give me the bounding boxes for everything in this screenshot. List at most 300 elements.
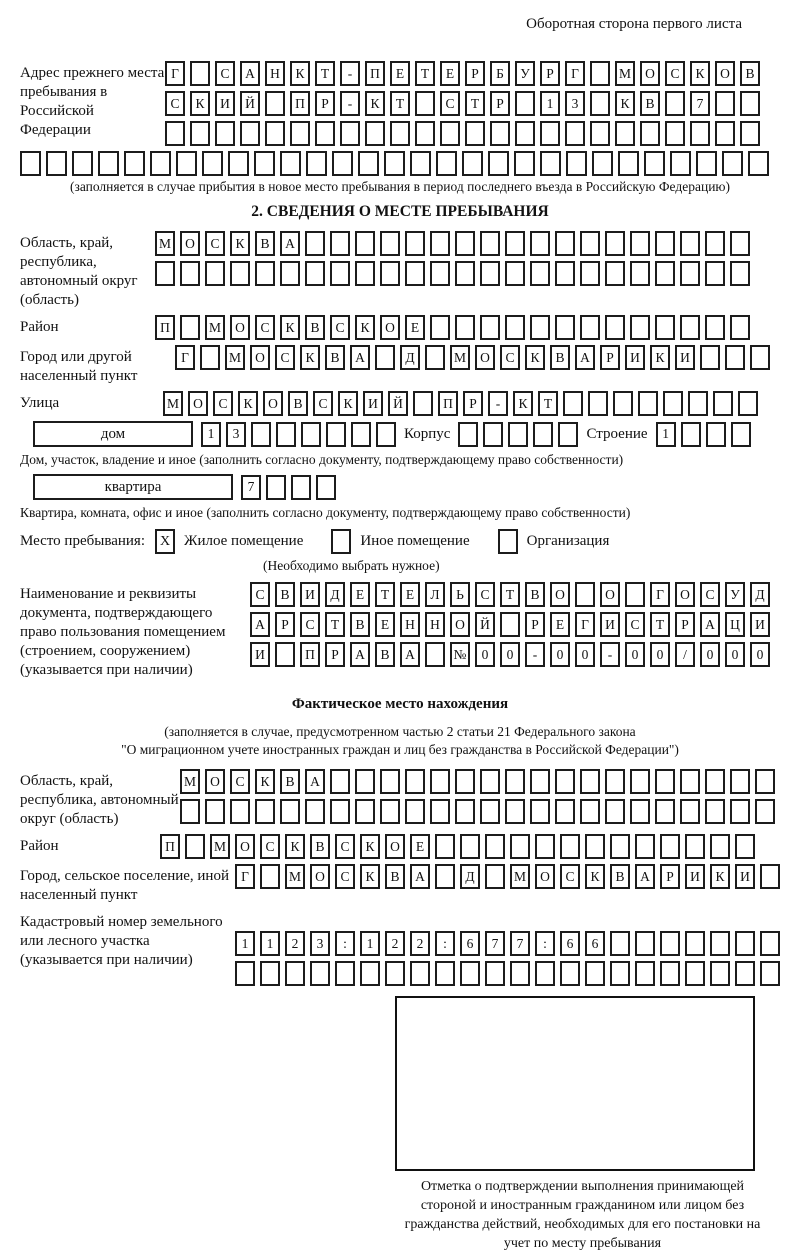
char-cell[interactable] [644, 151, 665, 176]
char-cell[interactable] [165, 121, 185, 146]
char-cell[interactable]: 1 [656, 422, 676, 447]
char-cell[interactable] [462, 151, 483, 176]
char-cell[interactable] [540, 151, 561, 176]
char-cell[interactable]: С [205, 231, 225, 256]
char-cell[interactable] [566, 151, 587, 176]
char-cell[interactable] [530, 231, 550, 256]
char-cell[interactable] [180, 799, 200, 824]
char-cell[interactable] [290, 121, 310, 146]
char-cell[interactable] [505, 261, 525, 286]
char-cell[interactable] [280, 151, 301, 176]
char-cell[interactable] [240, 121, 260, 146]
char-cell[interactable] [251, 422, 271, 447]
char-cell[interactable] [265, 91, 285, 116]
char-cell[interactable] [180, 315, 200, 340]
char-cell[interactable] [610, 931, 630, 956]
char-cell[interactable]: 3 [310, 931, 330, 956]
char-cell[interactable]: С [700, 582, 720, 607]
char-cell[interactable] [735, 834, 755, 859]
char-cell[interactable]: Р [525, 612, 545, 637]
char-cell[interactable] [254, 151, 275, 176]
char-cell[interactable]: 2 [385, 931, 405, 956]
char-cell[interactable]: С [560, 864, 580, 889]
char-cell[interactable]: Н [265, 61, 285, 86]
char-cell[interactable] [655, 769, 675, 794]
char-cell[interactable] [155, 261, 175, 286]
char-cell[interactable] [514, 151, 535, 176]
char-cell[interactable]: Е [400, 582, 420, 607]
char-cell[interactable]: Е [550, 612, 570, 637]
char-cell[interactable]: А [410, 864, 430, 889]
char-cell[interactable] [505, 799, 525, 824]
char-cell[interactable] [280, 261, 300, 286]
char-cell[interactable] [700, 345, 720, 370]
char-cell[interactable] [430, 261, 450, 286]
char-cell[interactable]: 7 [690, 91, 710, 116]
char-cell[interactable] [655, 799, 675, 824]
char-cell[interactable] [488, 151, 509, 176]
char-cell[interactable] [680, 315, 700, 340]
char-cell[interactable]: М [163, 391, 183, 416]
char-cell[interactable] [515, 121, 535, 146]
char-cell[interactable]: В [640, 91, 660, 116]
char-cell[interactable]: Ц [725, 612, 745, 637]
char-cell[interactable]: С [213, 391, 233, 416]
other-premises-checkbox[interactable] [331, 529, 351, 554]
char-cell[interactable] [530, 261, 550, 286]
char-cell[interactable]: 0 [750, 642, 770, 667]
char-cell[interactable]: Е [440, 61, 460, 86]
char-cell[interactable]: О [475, 345, 495, 370]
char-cell[interactable] [530, 799, 550, 824]
char-cell[interactable]: С [313, 391, 333, 416]
char-cell[interactable]: К [255, 769, 275, 794]
char-cell[interactable] [748, 151, 769, 176]
char-cell[interactable] [415, 121, 435, 146]
char-cell[interactable] [124, 151, 145, 176]
char-cell[interactable]: 6 [560, 931, 580, 956]
char-cell[interactable] [365, 121, 385, 146]
char-cell[interactable]: С [260, 834, 280, 859]
char-cell[interactable] [330, 799, 350, 824]
char-cell[interactable]: О [385, 834, 405, 859]
char-cell[interactable] [705, 261, 725, 286]
char-cell[interactable] [380, 261, 400, 286]
char-cell[interactable] [435, 864, 455, 889]
char-cell[interactable] [710, 961, 730, 986]
char-cell[interactable]: О [205, 769, 225, 794]
char-cell[interactable]: К [280, 315, 300, 340]
char-cell[interactable]: В [255, 231, 275, 256]
char-cell[interactable] [605, 315, 625, 340]
char-cell[interactable] [176, 151, 197, 176]
char-cell[interactable]: И [735, 864, 755, 889]
char-cell[interactable] [655, 261, 675, 286]
char-cell[interactable]: К [360, 864, 380, 889]
char-cell[interactable]: С [255, 315, 275, 340]
char-cell[interactable] [560, 834, 580, 859]
char-cell[interactable] [685, 834, 705, 859]
char-cell[interactable]: Т [465, 91, 485, 116]
char-cell[interactable]: 0 [575, 642, 595, 667]
char-cell[interactable]: П [155, 315, 175, 340]
char-cell[interactable] [316, 475, 336, 500]
char-cell[interactable]: К [650, 345, 670, 370]
char-cell[interactable] [291, 475, 311, 500]
char-cell[interactable]: М [210, 834, 230, 859]
char-cell[interactable]: Г [575, 612, 595, 637]
organization-checkbox[interactable] [498, 529, 518, 554]
char-cell[interactable]: М [225, 345, 245, 370]
char-cell[interactable]: 0 [650, 642, 670, 667]
char-cell[interactable]: 1 [235, 931, 255, 956]
char-cell[interactable] [385, 961, 405, 986]
char-cell[interactable]: С [275, 345, 295, 370]
char-cell[interactable]: С [230, 769, 250, 794]
char-cell[interactable]: Т [538, 391, 558, 416]
char-cell[interactable]: Р [463, 391, 483, 416]
char-cell[interactable] [230, 799, 250, 824]
char-cell[interactable] [355, 261, 375, 286]
char-cell[interactable] [740, 91, 760, 116]
char-cell[interactable] [580, 231, 600, 256]
char-cell[interactable] [706, 422, 726, 447]
char-cell[interactable] [465, 121, 485, 146]
char-cell[interactable]: Й [388, 391, 408, 416]
char-cell[interactable]: 7 [485, 931, 505, 956]
char-cell[interactable]: 7 [241, 475, 261, 500]
char-cell[interactable] [618, 151, 639, 176]
char-cell[interactable] [425, 345, 445, 370]
char-cell[interactable]: Е [350, 582, 370, 607]
char-cell[interactable] [610, 961, 630, 986]
char-cell[interactable]: С [665, 61, 685, 86]
char-cell[interactable] [332, 151, 353, 176]
char-cell[interactable] [200, 345, 220, 370]
char-cell[interactable] [390, 121, 410, 146]
char-cell[interactable] [415, 91, 435, 116]
char-cell[interactable] [340, 121, 360, 146]
char-cell[interactable] [430, 769, 450, 794]
char-cell[interactable] [535, 834, 555, 859]
char-cell[interactable] [384, 151, 405, 176]
char-cell[interactable]: Р [325, 642, 345, 667]
char-cell[interactable] [555, 799, 575, 824]
char-cell[interactable] [660, 931, 680, 956]
char-cell[interactable]: - [600, 642, 620, 667]
char-cell[interactable] [585, 961, 605, 986]
char-cell[interactable] [305, 261, 325, 286]
char-cell[interactable] [635, 931, 655, 956]
char-cell[interactable]: Л [425, 582, 445, 607]
char-cell[interactable] [230, 261, 250, 286]
char-cell[interactable]: С [335, 864, 355, 889]
char-cell[interactable] [315, 121, 335, 146]
char-cell[interactable]: 7 [510, 931, 530, 956]
char-cell[interactable] [690, 121, 710, 146]
char-cell[interactable] [630, 315, 650, 340]
char-cell[interactable] [260, 864, 280, 889]
char-cell[interactable] [72, 151, 93, 176]
char-cell[interactable]: 1 [360, 931, 380, 956]
char-cell[interactable]: Г [165, 61, 185, 86]
char-cell[interactable] [380, 769, 400, 794]
char-cell[interactable] [98, 151, 119, 176]
char-cell[interactable] [635, 961, 655, 986]
char-cell[interactable] [530, 769, 550, 794]
char-cell[interactable] [355, 231, 375, 256]
char-cell[interactable]: П [438, 391, 458, 416]
char-cell[interactable] [435, 834, 455, 859]
char-cell[interactable]: Г [235, 864, 255, 889]
char-cell[interactable] [580, 799, 600, 824]
char-cell[interactable]: 0 [500, 642, 520, 667]
char-cell[interactable]: А [700, 612, 720, 637]
char-cell[interactable]: В [350, 612, 370, 637]
char-cell[interactable]: И [250, 642, 270, 667]
char-cell[interactable]: А [575, 345, 595, 370]
char-cell[interactable] [730, 315, 750, 340]
char-cell[interactable] [610, 834, 630, 859]
char-cell[interactable]: С [440, 91, 460, 116]
char-cell[interactable] [530, 315, 550, 340]
char-cell[interactable] [680, 231, 700, 256]
char-cell[interactable] [485, 961, 505, 986]
char-cell[interactable] [430, 231, 450, 256]
char-cell[interactable] [455, 261, 475, 286]
char-cell[interactable]: К [585, 864, 605, 889]
char-cell[interactable]: К [238, 391, 258, 416]
char-cell[interactable]: Т [375, 582, 395, 607]
char-cell[interactable] [630, 231, 650, 256]
char-cell[interactable] [705, 231, 725, 256]
char-cell[interactable]: 1 [260, 931, 280, 956]
char-cell[interactable]: Ь [450, 582, 470, 607]
char-cell[interactable]: Е [410, 834, 430, 859]
char-cell[interactable]: К [615, 91, 635, 116]
char-cell[interactable] [455, 769, 475, 794]
char-cell[interactable] [713, 391, 733, 416]
char-cell[interactable] [560, 961, 580, 986]
char-cell[interactable] [425, 642, 445, 667]
char-cell[interactable] [20, 151, 41, 176]
char-cell[interactable]: - [488, 391, 508, 416]
char-cell[interactable] [510, 834, 530, 859]
char-cell[interactable] [355, 769, 375, 794]
char-cell[interactable]: Р [540, 61, 560, 86]
char-cell[interactable] [685, 931, 705, 956]
char-cell[interactable] [660, 961, 680, 986]
char-cell[interactable]: А [280, 231, 300, 256]
char-cell[interactable] [555, 261, 575, 286]
char-cell[interactable]: О [535, 864, 555, 889]
char-cell[interactable] [533, 422, 553, 447]
char-cell[interactable] [180, 261, 200, 286]
char-cell[interactable] [605, 799, 625, 824]
char-cell[interactable] [435, 961, 455, 986]
char-cell[interactable]: И [625, 345, 645, 370]
char-cell[interactable]: 2 [410, 931, 430, 956]
char-cell[interactable] [455, 315, 475, 340]
char-cell[interactable]: Й [475, 612, 495, 637]
char-cell[interactable] [205, 261, 225, 286]
char-cell[interactable] [310, 961, 330, 986]
residential-checkbox[interactable]: X [155, 529, 175, 554]
char-cell[interactable]: Д [460, 864, 480, 889]
char-cell[interactable] [508, 422, 528, 447]
char-cell[interactable] [705, 315, 725, 340]
char-cell[interactable] [505, 231, 525, 256]
char-cell[interactable]: Р [600, 345, 620, 370]
char-cell[interactable] [555, 231, 575, 256]
char-cell[interactable]: В [280, 769, 300, 794]
char-cell[interactable] [483, 422, 503, 447]
char-cell[interactable] [235, 961, 255, 986]
char-cell[interactable]: : [535, 931, 555, 956]
char-cell[interactable]: - [340, 91, 360, 116]
char-cell[interactable] [275, 642, 295, 667]
char-cell[interactable]: В [325, 345, 345, 370]
char-cell[interactable] [306, 151, 327, 176]
char-cell[interactable]: А [400, 642, 420, 667]
char-cell[interactable]: В [375, 642, 395, 667]
char-cell[interactable] [540, 121, 560, 146]
char-cell[interactable] [740, 121, 760, 146]
char-cell[interactable]: № [450, 642, 470, 667]
char-cell[interactable] [480, 231, 500, 256]
char-cell[interactable] [260, 961, 280, 986]
char-cell[interactable]: С [500, 345, 520, 370]
char-cell[interactable]: В [525, 582, 545, 607]
char-cell[interactable]: В [550, 345, 570, 370]
char-cell[interactable] [485, 834, 505, 859]
char-cell[interactable] [555, 769, 575, 794]
char-cell[interactable]: - [340, 61, 360, 86]
char-cell[interactable] [351, 422, 371, 447]
char-cell[interactable] [305, 231, 325, 256]
char-cell[interactable]: Д [400, 345, 420, 370]
char-cell[interactable]: К [290, 61, 310, 86]
char-cell[interactable] [505, 315, 525, 340]
char-cell[interactable]: 0 [700, 642, 720, 667]
char-cell[interactable]: К [230, 231, 250, 256]
char-cell[interactable] [760, 931, 780, 956]
char-cell[interactable]: О [188, 391, 208, 416]
char-cell[interactable]: Д [750, 582, 770, 607]
char-cell[interactable] [458, 422, 478, 447]
char-cell[interactable] [730, 769, 750, 794]
char-cell[interactable] [685, 961, 705, 986]
char-cell[interactable] [380, 799, 400, 824]
char-cell[interactable] [480, 261, 500, 286]
char-cell[interactable] [380, 231, 400, 256]
char-cell[interactable] [355, 799, 375, 824]
char-cell[interactable]: О [675, 582, 695, 607]
char-cell[interactable]: 0 [725, 642, 745, 667]
char-cell[interactable]: А [635, 864, 655, 889]
char-cell[interactable] [330, 261, 350, 286]
char-cell[interactable]: 0 [475, 642, 495, 667]
char-cell[interactable]: О [640, 61, 660, 86]
char-cell[interactable] [330, 769, 350, 794]
char-cell[interactable]: И [685, 864, 705, 889]
char-cell[interactable] [750, 345, 770, 370]
char-cell[interactable]: 0 [550, 642, 570, 667]
char-cell[interactable] [635, 834, 655, 859]
char-cell[interactable] [430, 799, 450, 824]
char-cell[interactable]: Е [375, 612, 395, 637]
char-cell[interactable] [330, 231, 350, 256]
char-cell[interactable] [590, 121, 610, 146]
char-cell[interactable] [665, 91, 685, 116]
char-cell[interactable]: П [365, 61, 385, 86]
char-cell[interactable] [490, 121, 510, 146]
char-cell[interactable] [205, 799, 225, 824]
char-cell[interactable] [590, 61, 610, 86]
char-cell[interactable] [215, 121, 235, 146]
char-cell[interactable]: Т [500, 582, 520, 607]
char-cell[interactable]: И [215, 91, 235, 116]
char-cell[interactable] [655, 231, 675, 256]
char-cell[interactable] [405, 231, 425, 256]
char-cell[interactable]: М [450, 345, 470, 370]
char-cell[interactable]: М [510, 864, 530, 889]
char-cell[interactable] [485, 864, 505, 889]
char-cell[interactable] [265, 121, 285, 146]
char-cell[interactable] [638, 391, 658, 416]
char-cell[interactable]: Р [465, 61, 485, 86]
char-cell[interactable] [655, 315, 675, 340]
char-cell[interactable] [535, 961, 555, 986]
char-cell[interactable] [605, 261, 625, 286]
char-cell[interactable] [515, 91, 535, 116]
char-cell[interactable] [326, 422, 346, 447]
char-cell[interactable]: М [180, 769, 200, 794]
char-cell[interactable] [405, 261, 425, 286]
char-cell[interactable] [725, 345, 745, 370]
char-cell[interactable]: Н [425, 612, 445, 637]
char-cell[interactable]: С [215, 61, 235, 86]
char-cell[interactable]: М [285, 864, 305, 889]
char-cell[interactable] [660, 834, 680, 859]
char-cell[interactable]: Г [650, 582, 670, 607]
char-cell[interactable]: К [690, 61, 710, 86]
char-cell[interactable]: О [235, 834, 255, 859]
char-cell[interactable] [185, 834, 205, 859]
char-cell[interactable] [670, 151, 691, 176]
char-cell[interactable] [580, 315, 600, 340]
char-cell[interactable] [455, 799, 475, 824]
char-cell[interactable] [681, 422, 701, 447]
char-cell[interactable]: : [435, 931, 455, 956]
char-cell[interactable] [413, 391, 433, 416]
char-cell[interactable] [276, 422, 296, 447]
char-cell[interactable] [615, 121, 635, 146]
char-cell[interactable] [510, 961, 530, 986]
char-cell[interactable] [630, 769, 650, 794]
char-cell[interactable] [730, 799, 750, 824]
char-cell[interactable] [405, 799, 425, 824]
char-cell[interactable]: Р [675, 612, 695, 637]
char-cell[interactable]: К [338, 391, 358, 416]
char-cell[interactable] [760, 864, 780, 889]
char-cell[interactable]: Т [315, 61, 335, 86]
char-cell[interactable] [46, 151, 67, 176]
char-cell[interactable]: О [250, 345, 270, 370]
char-cell[interactable] [705, 799, 725, 824]
char-cell[interactable] [735, 931, 755, 956]
char-cell[interactable] [376, 422, 396, 447]
